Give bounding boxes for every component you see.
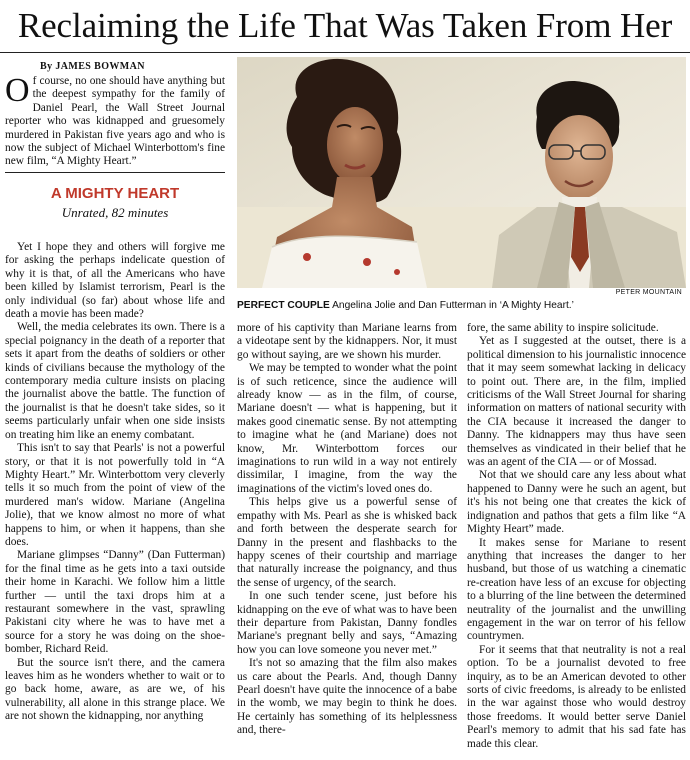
column-1 [5, 241, 225, 724]
film-still-photo [237, 57, 686, 288]
byline: By JAMES BOWMAN [40, 61, 145, 72]
caption-text: Angelina Jolie and Dan Futterman in ‘A Mighty Heart.’ [332, 300, 574, 311]
col3-paragraph: Yet as I suggested at the outset, there is a political dimension to his journalistic innocence that it may seem somewhat lacking in delicacy to point out. There are, in the film, implied criticisms of the Wall Street Journal for sharing information on matters of national security with the CIA because it increased the danger to Danny. The kidnappers may thus have seen themselves as vindicated in their belief that he was an agent of the CIA — or of Mossad. [467, 335, 686, 469]
drop-cap: O [5, 72, 30, 109]
col3-paragraph: fore, the same ability to inspire solicitude. [467, 322, 659, 334]
col3-paragraph: Not that we should care any less about what happened to Danny were he such an agent, but it's his not being one that creates the kick of indignation and pathos that gets a film like “A Mighty Heart” made. [467, 469, 686, 536]
col1-paragraph: But the source isn't there, and the camera leaves him as he wonders whether to wait or to go back home, aware, as are we, of his vulnerability, all alone in this strange place. We are not shown the kidnapping, nor anything [5, 656, 225, 723]
caption-lead: PERFECT COUPLE [237, 300, 330, 311]
review-subtitle: Unrated, 82 minutes [61, 205, 169, 220]
review-rule [5, 172, 225, 173]
col3-paragraph: It makes sense for Mariane to resent anything that increases the danger to her husband, but those of us watching a cinematic re-creation have less of an excuse for objecting to a blurring of the line between the determined neutrality of the journalist and the unwilling engagement in the war on terror of his fellow countrymen. [467, 536, 686, 643]
photo-illustration [237, 57, 686, 288]
col2-paragraph: more of his captivity than Mariane learns from a videotape sent by the kidnappers. Nor, it must go without saying, are we shown his murder. [237, 322, 457, 361]
intro-text: f course, no one should have anything but the deepest sympathy for the family of Daniel Pearl, the Wall Street Journal reporter who was kidnapped and gruesomely murdered in Pakistan five years ago and who is now the subject of Michael Winterbottom's fine new film, “A Mighty Heart.” [5, 75, 225, 168]
photo-caption [237, 299, 686, 312]
col2-paragraph: In one such tender scene, just before his kidnapping on the eve of what was to have been their departure from Pakistan, Danny fondles Mariane's pregnant belly and says, “Amazing how you can love someone you never met.” [237, 590, 457, 656]
column-2 [237, 322, 457, 738]
col1-paragraph: Mariane glimpses “Danny” (Dan Futterman) for the final time as he gets into a taxi outside their home in Karachi. We follow him a little further — until the taxi drops him at a restaurant somewhere in the vast, sprawling Pakistani city where he was to have met a source for a story he was doing on the shoe-bomber, Richard Reid. [5, 549, 225, 656]
photo-credit: PETER MOUNTAIN [615, 289, 682, 296]
headline: Reclaiming the Life That Was Taken From Her [17, 6, 673, 45]
col1-paragraph: Well, the media celebrates its own. There is a special poignancy in the death of a reporter that sets it apart from the deaths of soldiers or other kinds of civilians because the mythology of the contemporary media culture insists on placing the journalist above the battle. The function of the journalist is that he doesn't take sides, so it seems particularly unfair when one side insists on treating him like an enemy combatant. [5, 321, 225, 441]
review-title: A MIGHTY HEART [50, 185, 180, 202]
intro-paragraph [5, 72, 225, 169]
column-3 [467, 322, 686, 751]
col1-paragraph: Yet I hope they and others will forgive me for asking the perhaps indelicate question of why it is that, of all the Americans who have been killed by Islamist terrorism, Pearl is the only individual (so far) about whose life and death a movie has been made? [5, 241, 225, 321]
col3-paragraph: For it seems that that neutrality is not a real option. To be a journalist devoted to free inquiry, as to be an American devoted to other sorts of civic freedoms, is already to be enlisted in the war against those who would destroy those freedoms. It would better serve Daniel Pearl's memory to admit that his sad fate has made this clear. [467, 643, 686, 750]
col1-paragraph: This isn't to say that Pearls' is not a powerful story, or that it is not powerfully told in “A Mighty Heart.” Mr. Winterbottom very cleverly tells it so much from the point of view of the murdered man's widow. Mariane (Angelina Jolie), that we know almost no more of what happens to him, or when it happens, than she does. [5, 442, 225, 548]
review-box [5, 172, 225, 221]
col2-paragraph: We may be tempted to wonder what the point is of such reticence, since the audience will already know — as in the film, of course, Mariane doesn't — what is happening, but it makes good cinematic sense. By not attempting to imagine what he (and Mariane) does not know, Mr. Winterbottom forces our imaginations to run wild in a way not entirely dissimilar, I imagine, from the way the imaginations of the victim's loved ones do. [237, 362, 457, 495]
headline-rule [0, 52, 690, 53]
col2-paragraph: It's not so amazing that the film also makes us care about the Pearls. And, though Danny Pearl doesn't have quite the innocence of a babe in the womb, we may begin to think he does. He certainly has something of its helplessness and, there- [237, 657, 457, 737]
col2-paragraph: This helps give us a powerful sense of empathy with Ms. Pearl as she is whisked back and forth between the desperate search for Danny in the present and flashbacks to the happy scenes of their courtship and marriage that naturally increase the poignancy, and thus the sense of urgency, of the search. [237, 496, 457, 589]
